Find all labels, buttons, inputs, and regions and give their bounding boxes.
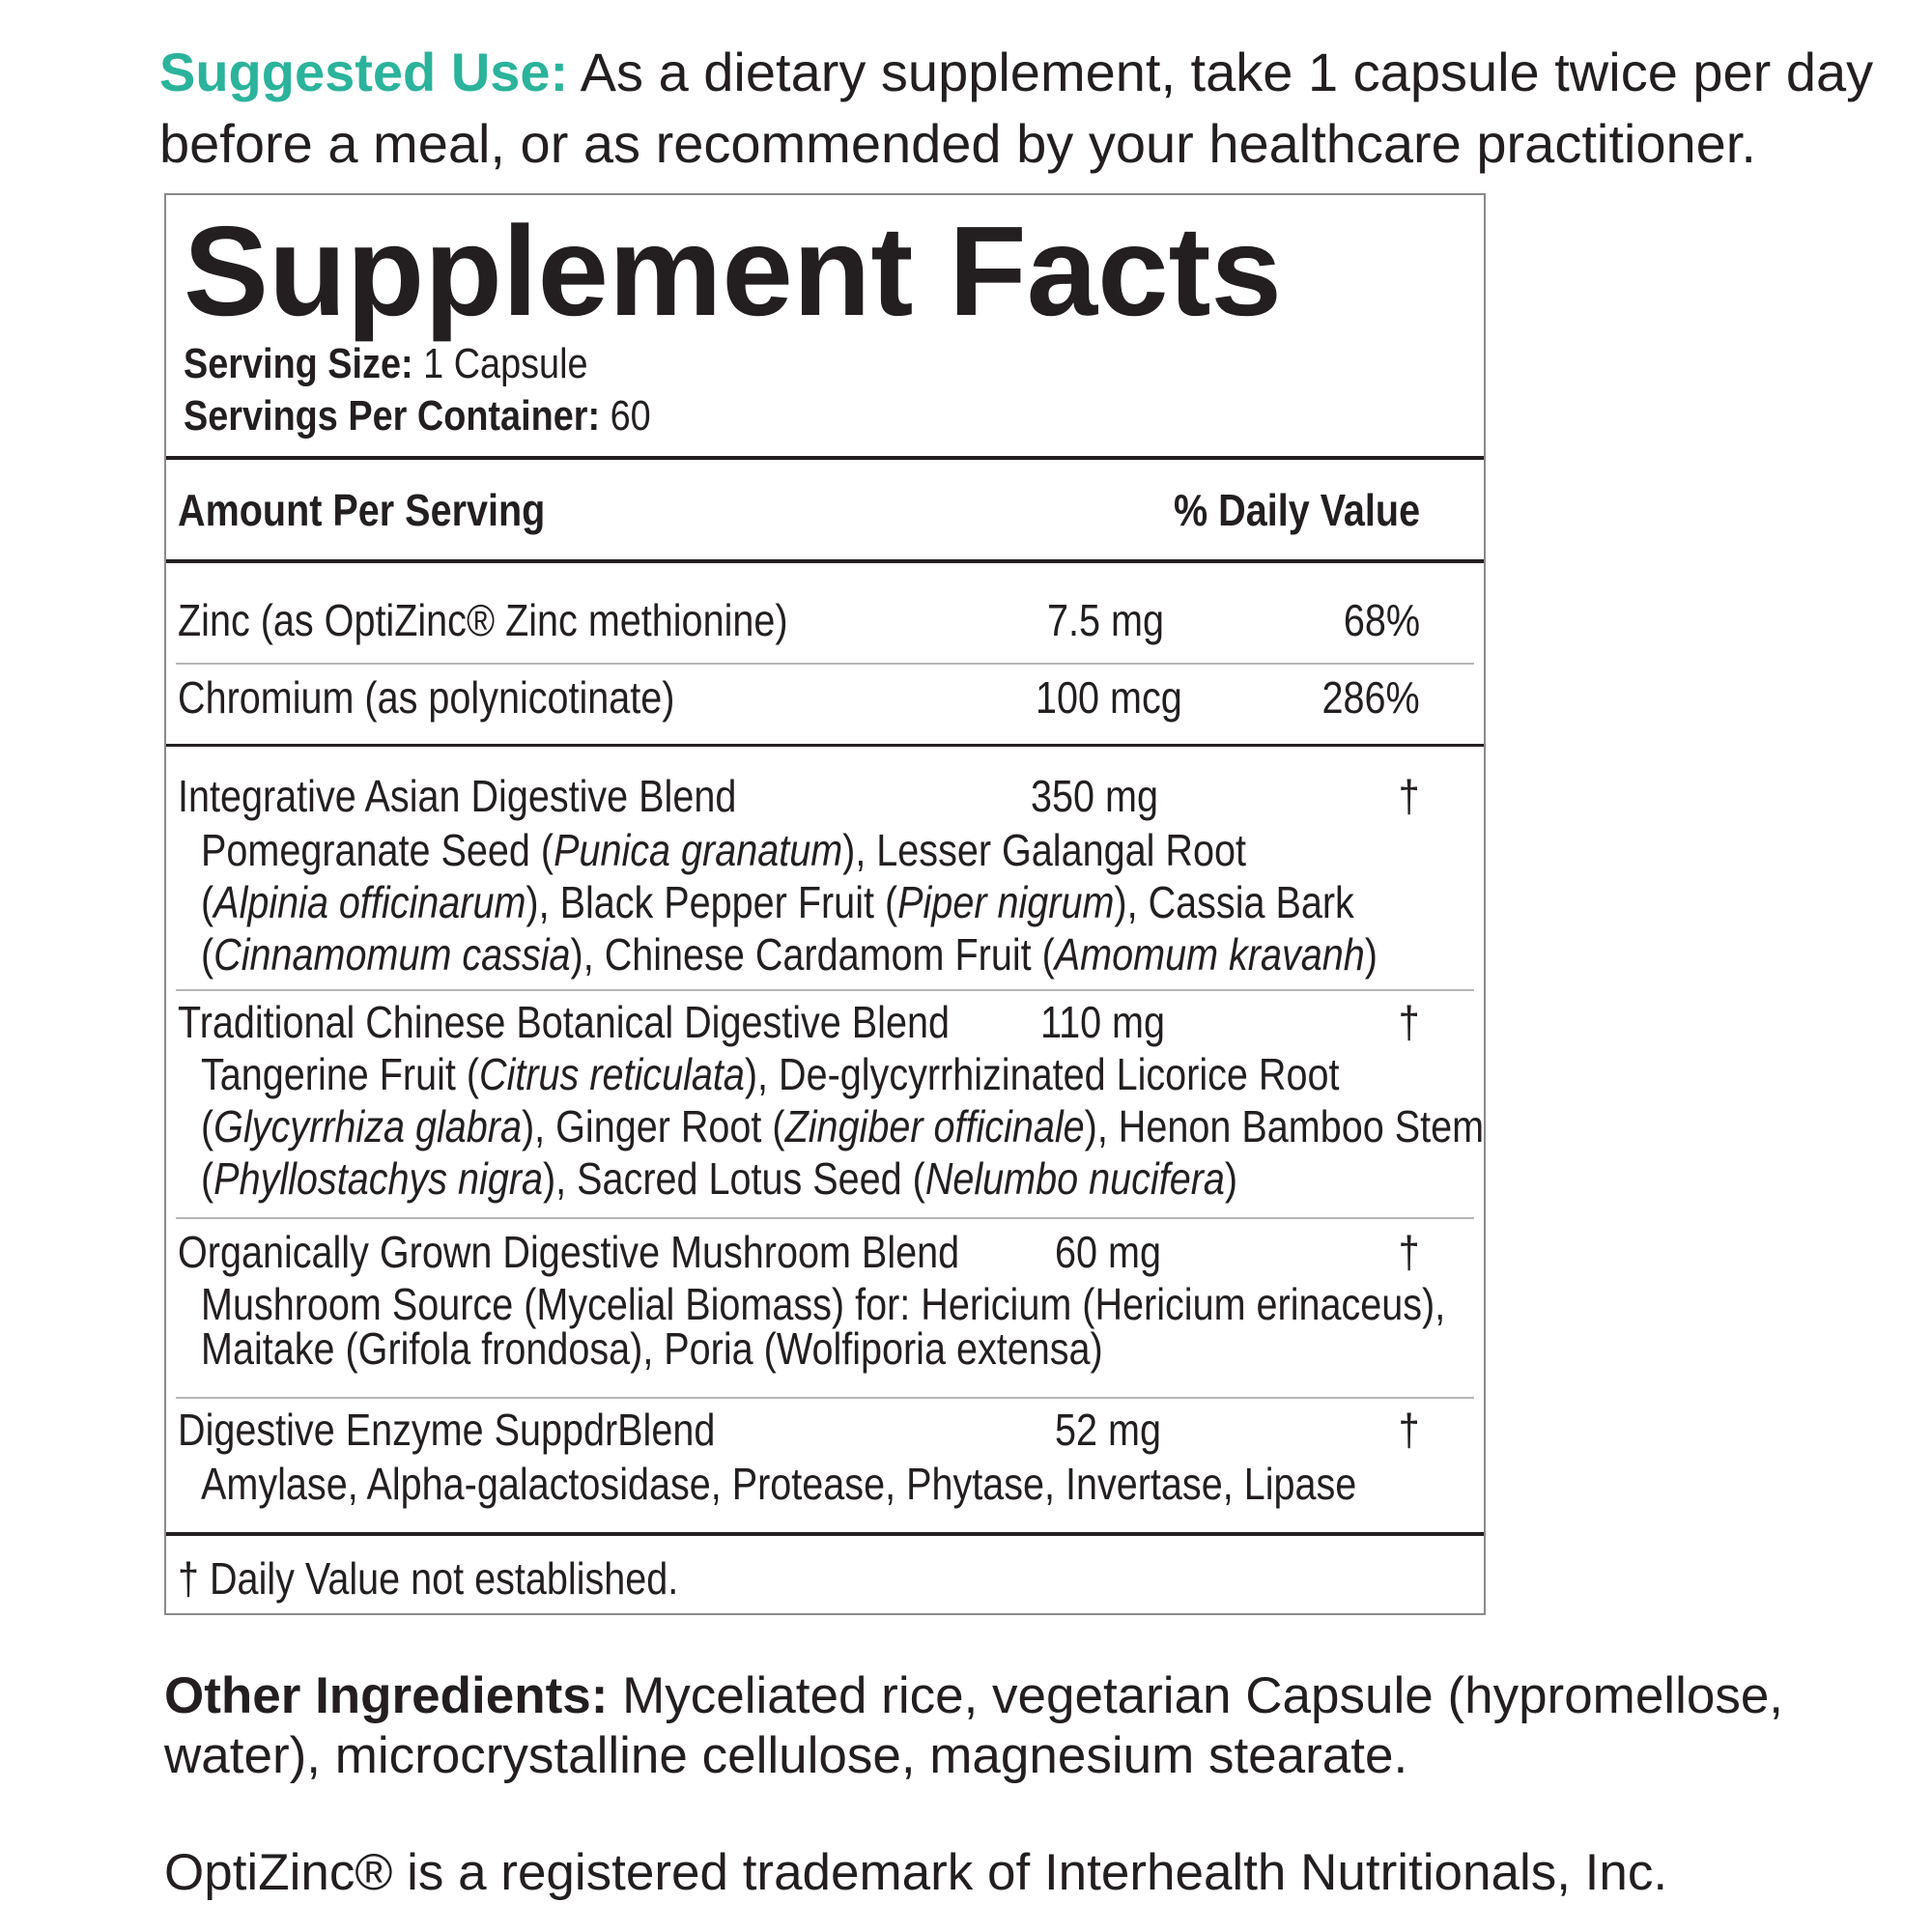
serving-size-value: 1 Capsule: [423, 340, 588, 387]
blend-dv: †: [1398, 1227, 1420, 1277]
other-ingredients: [164, 1666, 1903, 1786]
amount-per-serving-header: Amount Per Serving: [178, 485, 546, 535]
other-ingredients-label: Other Ingredients:: [164, 1667, 609, 1724]
blend-ingredients-line: (Glycyrrhiza glabra), Ginger Root (Zingiber officinale), Henon Bamboo Stem: [201, 1101, 1485, 1151]
section-divider: [166, 744, 1484, 747]
suggested-use: [159, 37, 1898, 180]
nutrient-dv: 286%: [1321, 672, 1420, 723]
blend-amount: 52 mg: [1055, 1405, 1161, 1455]
blend-dv: †: [1398, 771, 1420, 821]
daily-value-header: % Daily Value: [1174, 485, 1421, 535]
trademark-notice: OptiZinc® is a registered trademark of Interhealth Nutritionals, Inc.: [164, 1844, 1668, 1901]
row-divider: [176, 1397, 1474, 1399]
other-ingredients-text: Myceliated rice, vegetarian Capsule (hypromellose, water), microcrystalline cellulose, magnesium stearate.: [164, 1667, 1784, 1784]
nutrient-amount: 100 mcg: [1036, 672, 1182, 723]
serving-info: [184, 338, 651, 442]
thick-divider: [166, 456, 1484, 460]
blend-ingredients-line: (Phyllostachys nigra), Sacred Lotus Seed (Nelumbo nucifera): [201, 1153, 1238, 1204]
header-divider: [166, 559, 1484, 563]
row-divider: [176, 1217, 1474, 1219]
blend-ingredients-line: Amylase, Alpha-galactosidase, Protease, Phytase, Invertase, Lipase: [201, 1459, 1357, 1509]
suggested-use-label: Suggested Use:: [159, 42, 569, 102]
blend-name: Traditional Chinese Botanical Digestive Blend: [178, 997, 950, 1047]
blend-name: Integrative Asian Digestive Blend: [178, 771, 737, 821]
blend-ingredients-line: Maitake (Grifola frondosa), Poria (Wolfiporia extensa): [201, 1323, 1103, 1374]
blend-amount: 110 mg: [1040, 997, 1166, 1047]
suggested-use-text: As a dietary supplement, take 1 capsule twice per day before a meal, or as recommended by your healthcare practitioner.: [159, 42, 1874, 174]
blend-ingredients-line: Pomegranate Seed (Punica granatum), Lesser Galangal Root: [201, 825, 1246, 875]
blend-ingredients-line: Mushroom Source (Mycelial Biomass) for: Hericium (Hericium erinaceus),: [201, 1279, 1446, 1329]
blend-amount: 350 mg: [1031, 771, 1158, 821]
blend-dv: †: [1398, 997, 1420, 1047]
daily-value-footnote: † Daily Value not established.: [178, 1553, 679, 1604]
footer-divider: [166, 1532, 1484, 1536]
blend-ingredients-line: (Cinnamomum cassia), Chinese Cardamom Fruit (Amomum kravanh): [201, 929, 1378, 980]
blend-ingredients-line: Tangerine Fruit (Citrus reticulata), De-glycyrrhizinated Licorice Root: [201, 1049, 1340, 1099]
facts-title: Supplement Facts: [184, 200, 1282, 342]
blend-name: Digestive Enzyme SuppdrBlend: [178, 1405, 716, 1455]
blend-ingredients-line: (Alpinia officinarum), Black Pepper Fruit (Piper nigrum), Cassia Bark: [201, 877, 1354, 927]
row-divider: [176, 989, 1474, 991]
servings-per-container-label: Servings Per Container:: [184, 392, 601, 440]
serving-size-label: Serving Size:: [184, 340, 413, 387]
servings-per-container-value: 60: [610, 392, 651, 440]
blend-dv: †: [1398, 1405, 1420, 1455]
nutrient-name: Chromium (as polynicotinate): [178, 672, 675, 723]
nutrient-amount: 7.5 mg: [1047, 595, 1164, 645]
blend-name: Organically Grown Digestive Mushroom Blend: [178, 1227, 960, 1277]
supplement-facts-panel: [164, 193, 1486, 1615]
nutrient-dv: 68%: [1343, 595, 1420, 645]
nutrient-name: Zinc (as OptiZinc® Zinc methionine): [178, 595, 788, 645]
row-divider: [176, 663, 1474, 665]
blend-amount: 60 mg: [1055, 1227, 1161, 1277]
